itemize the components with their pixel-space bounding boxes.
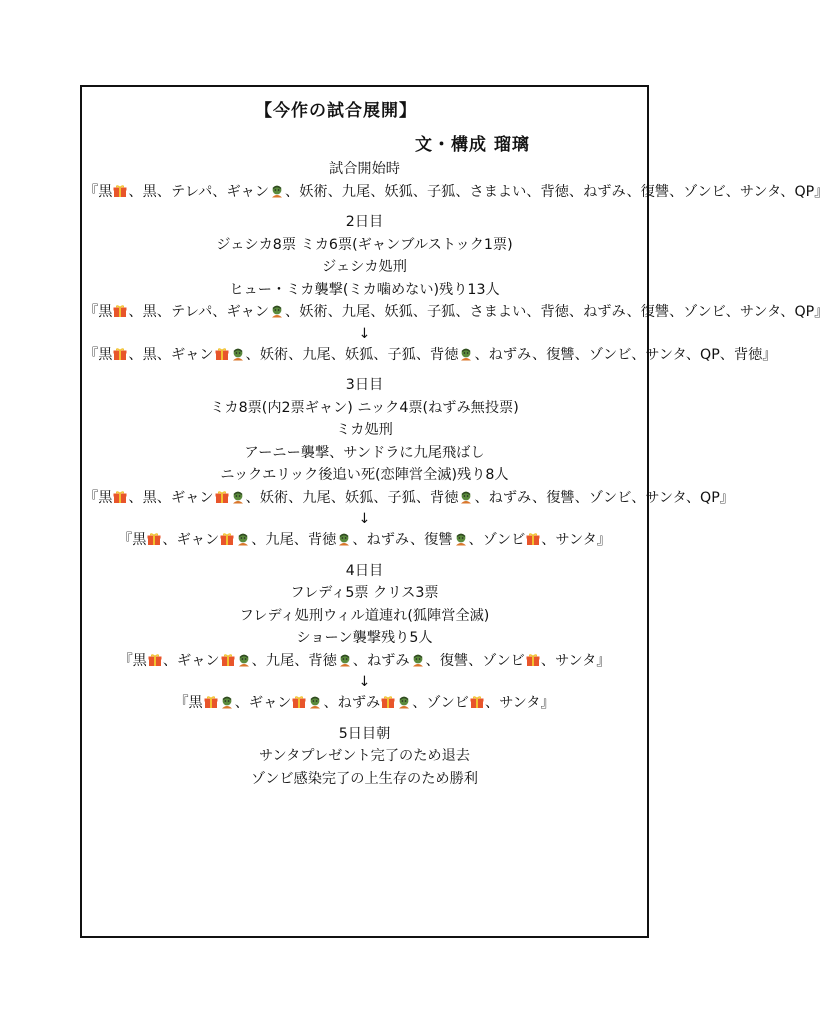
role-item xyxy=(526,184,569,200)
gift-icon xyxy=(381,694,395,708)
section-heading: 2日目 xyxy=(345,214,384,230)
section-heading: 3日目 xyxy=(345,377,384,393)
zombie-icon xyxy=(411,652,425,666)
role-item xyxy=(128,304,156,320)
role-name: 、QP』 xyxy=(780,304,828,320)
role-list xyxy=(84,301,828,324)
role-item xyxy=(541,653,611,669)
role-item xyxy=(455,184,526,200)
role-list xyxy=(84,529,645,552)
gift-icon xyxy=(215,346,229,360)
role-item xyxy=(128,490,156,506)
section-line: フレディ処刑ウィル道連れ(狐陣営全滅) xyxy=(239,607,490,624)
role-name: 、背徳 xyxy=(526,183,569,200)
role-name: 、ゾンビ xyxy=(669,304,726,320)
role-name: 、ねずみ xyxy=(352,652,410,669)
section-line: ジェシカ8票 ミカ6票(ギャンブルストック1票) xyxy=(216,236,513,253)
section-line: ニックエリック後追い死(恋陣営全滅)残り8人 xyxy=(220,467,509,483)
role-name: 、妖狐 xyxy=(330,346,374,363)
role-item xyxy=(373,347,416,363)
role-item xyxy=(163,653,252,669)
gift-icon xyxy=(220,531,234,545)
role-item xyxy=(686,490,734,506)
role-item xyxy=(118,653,162,669)
role-item xyxy=(285,304,328,320)
role-list xyxy=(84,650,645,673)
zombie-icon xyxy=(454,531,468,545)
role-item xyxy=(84,490,128,506)
role-name: 、背徳 xyxy=(293,532,337,548)
role-item xyxy=(532,490,575,506)
role-item xyxy=(686,347,720,363)
section-line: ミカ処刑 xyxy=(336,422,393,438)
role-item xyxy=(474,490,532,506)
role-item xyxy=(626,304,669,320)
role-name: 、ねずみ xyxy=(474,346,533,363)
role-list xyxy=(84,344,777,367)
role-item xyxy=(246,490,289,506)
role-name: 、ギャン xyxy=(212,304,270,320)
role-item xyxy=(413,184,456,200)
zombie-icon xyxy=(237,652,251,666)
role-item xyxy=(331,490,374,506)
role-name: 、ゾンビ xyxy=(574,489,632,506)
section-heading: 4日目 xyxy=(345,562,384,579)
role-item xyxy=(84,347,128,363)
zombie-icon xyxy=(459,346,473,360)
role-item xyxy=(526,304,569,320)
section-line: ヒュー・ミカ襲撃(ミカ噛めない)残り13人 xyxy=(229,281,500,298)
role-name: 、九尾 xyxy=(251,652,295,669)
role-name: 、ギャン xyxy=(162,532,220,548)
role-item xyxy=(157,184,212,200)
role-name: 、妖狐 xyxy=(370,183,413,200)
role-name: 、妖狐 xyxy=(330,489,374,506)
role-name: 、九尾 xyxy=(327,183,371,200)
role-name: 、九尾 xyxy=(288,346,331,363)
role-name: 、さまよい xyxy=(455,183,527,200)
zombie-icon xyxy=(236,531,250,545)
role-item xyxy=(353,653,426,669)
role-name: 、黒 xyxy=(128,346,157,363)
role-item xyxy=(251,532,294,548)
role-item xyxy=(410,532,469,548)
role-item xyxy=(416,347,475,363)
role-name: 、さまよい xyxy=(455,304,527,320)
role-name: 、ねずみ xyxy=(352,532,410,548)
role-name: 、サンタ xyxy=(631,489,686,506)
section-line: ショーン襲撃残り5人 xyxy=(296,630,433,646)
role-name: 、ねずみ xyxy=(474,489,533,506)
role-name: 、妖術 xyxy=(285,304,328,320)
role-name: 、ねずみ xyxy=(323,695,381,711)
section-heading: 試合開始時 xyxy=(329,161,400,177)
role-item xyxy=(569,184,627,200)
role-name: 、サンタ』 xyxy=(485,695,555,711)
section-spacer xyxy=(84,552,645,560)
section-line: アーニー襲撃、サンドラに九尾飛ばし xyxy=(244,444,485,461)
role-item xyxy=(128,347,156,363)
zombie-icon xyxy=(220,694,234,708)
section-line: ゾンビ感染完了の上生存のため勝利 xyxy=(250,770,478,787)
role-item xyxy=(373,490,416,506)
role-name: 、ねずみ xyxy=(568,183,627,200)
role-item xyxy=(328,304,371,320)
role-name: 、ゾンビ xyxy=(574,346,632,363)
role-item xyxy=(212,304,285,320)
role-item xyxy=(485,695,555,711)
role-name: 、背徳 xyxy=(526,304,569,320)
zombie-icon xyxy=(338,652,352,666)
role-item xyxy=(370,304,413,320)
role-name: 、九尾 xyxy=(251,532,294,548)
role-item xyxy=(370,184,413,200)
zombie-icon xyxy=(231,489,245,503)
role-item xyxy=(157,347,246,363)
role-item xyxy=(455,304,526,320)
role-name: 『黒 xyxy=(118,532,147,548)
zombie-icon xyxy=(270,303,284,317)
section-line: サンタプレゼント完了のため退去 xyxy=(259,748,470,764)
role-name: 、子狐 xyxy=(412,304,456,320)
role-item xyxy=(780,304,828,320)
page-title: 【今作の試合展開】 xyxy=(255,101,417,121)
role-item xyxy=(157,304,212,320)
role-name: 、子狐 xyxy=(373,346,416,363)
role-item xyxy=(294,653,353,669)
role-name: 、妖狐 xyxy=(370,304,413,320)
role-name: 、ゾンビ xyxy=(669,183,726,200)
role-item xyxy=(412,695,485,711)
role-item xyxy=(575,490,632,506)
zombie-icon xyxy=(308,694,322,708)
role-name: 、サンタ』 xyxy=(540,652,611,669)
role-name: 『黒 xyxy=(84,489,113,506)
role-name: 、復讐 xyxy=(532,489,575,506)
role-name: 、復讐 xyxy=(425,652,469,669)
role-item xyxy=(631,490,686,506)
gift-icon xyxy=(148,652,162,666)
role-item xyxy=(84,184,128,200)
role-item xyxy=(235,695,324,711)
role-name: 、テレパ xyxy=(156,183,213,200)
section-spacer xyxy=(84,715,645,723)
role-item xyxy=(426,653,469,669)
role-name: 、黒 xyxy=(128,183,157,200)
role-item xyxy=(669,184,726,200)
role-name: 、サンタ』 xyxy=(541,532,611,548)
role-name: 、ギャン xyxy=(156,346,214,363)
role-name: 『黒 xyxy=(118,652,147,669)
role-list xyxy=(84,487,734,510)
role-item xyxy=(575,347,632,363)
role-item xyxy=(726,304,781,320)
role-name: 、黒 xyxy=(128,304,157,320)
role-name: 、サンタ xyxy=(631,346,686,363)
role-name: 、ゾンビ xyxy=(412,695,469,711)
role-item xyxy=(626,184,669,200)
role-list xyxy=(84,692,645,715)
role-name: 、黒 xyxy=(128,489,157,506)
gift-icon xyxy=(113,303,127,317)
role-name: 、妖術 xyxy=(245,489,289,506)
role-name: 、ギャン xyxy=(162,652,220,669)
role-item xyxy=(726,184,781,200)
section-heading: 5日目朝 xyxy=(338,725,391,742)
role-item xyxy=(780,184,828,200)
role-item xyxy=(331,347,374,363)
role-name: 、ギャン xyxy=(156,489,214,506)
role-name: 、九尾 xyxy=(288,489,331,506)
role-name: 、ギャン xyxy=(234,695,292,711)
role-item xyxy=(328,184,371,200)
zombie-icon xyxy=(459,489,473,503)
role-item xyxy=(469,532,542,548)
role-item xyxy=(541,532,611,548)
role-name: 、ゾンビ xyxy=(468,532,526,548)
role-item xyxy=(128,184,156,200)
role-name: 、背徳 xyxy=(415,346,459,363)
section-line: フレディ5票 クリス3票 xyxy=(290,585,439,601)
gift-icon xyxy=(147,531,161,545)
role-name: 、背徳 xyxy=(415,489,459,506)
section-spacer xyxy=(84,203,645,211)
gift-icon xyxy=(221,652,235,666)
zombie-icon xyxy=(397,694,411,708)
role-item xyxy=(631,347,686,363)
gift-icon xyxy=(526,652,540,666)
role-name: 、サンタ xyxy=(725,304,781,320)
role-name: 、復讐 xyxy=(626,183,670,200)
role-name: 、サンタ xyxy=(725,183,781,200)
section-line: ミカ8票(内2票ギャン) ニック4票(ねずみ無投票) xyxy=(210,399,519,416)
role-list xyxy=(84,181,828,204)
gift-icon xyxy=(204,694,218,708)
gift-icon xyxy=(113,183,127,197)
role-name: 、妖術 xyxy=(285,183,328,200)
role-item xyxy=(474,347,532,363)
role-item xyxy=(84,304,128,320)
role-name: 、ゾンビ xyxy=(468,652,525,669)
role-name: 『黒 xyxy=(84,346,113,363)
role-item xyxy=(162,532,251,548)
gift-icon xyxy=(113,489,127,503)
match-summary xyxy=(84,158,828,790)
role-item xyxy=(720,347,777,363)
zombie-icon xyxy=(231,346,245,360)
down-arrow: ↓ xyxy=(358,511,371,527)
role-item xyxy=(288,347,331,363)
role-name: 『黒 xyxy=(84,183,113,200)
role-name: 、背徳 xyxy=(294,652,337,669)
role-item xyxy=(413,304,456,320)
role-item xyxy=(157,490,246,506)
role-name: 、QP xyxy=(685,346,720,363)
zombie-icon xyxy=(337,531,351,545)
role-item xyxy=(285,184,328,200)
gift-icon xyxy=(292,694,306,708)
role-name: 、背徳』 xyxy=(719,346,777,363)
role-name: 、復讐 xyxy=(409,532,453,548)
gift-icon xyxy=(113,346,127,360)
role-item xyxy=(569,304,627,320)
byline: 文・構成 瑠璃 xyxy=(415,135,530,155)
role-name: 、妖術 xyxy=(245,346,289,363)
down-arrow: ↓ xyxy=(358,325,371,342)
role-item xyxy=(352,532,410,548)
role-item xyxy=(416,490,475,506)
role-name: 、復讐 xyxy=(626,304,670,320)
role-name: 、QP』 xyxy=(685,489,734,506)
role-name: 、子狐 xyxy=(373,489,416,506)
role-item xyxy=(246,347,289,363)
role-item xyxy=(669,304,726,320)
role-item xyxy=(468,653,541,669)
gift-icon xyxy=(526,531,540,545)
role-name: 、QP』 xyxy=(780,183,828,200)
section-line: ジェシカ処刑 xyxy=(322,259,407,275)
role-item xyxy=(252,653,295,669)
role-name: 『黒 xyxy=(174,695,203,711)
role-item xyxy=(118,532,162,548)
gift-icon xyxy=(215,489,229,503)
gift-icon xyxy=(470,694,484,708)
role-item xyxy=(323,695,412,711)
role-name: 、子狐 xyxy=(412,183,456,200)
zombie-icon xyxy=(270,183,284,197)
role-item xyxy=(288,490,331,506)
role-name: 、ねずみ xyxy=(568,304,627,320)
role-item xyxy=(212,184,285,200)
role-name: 、ギャン xyxy=(212,183,270,200)
role-item xyxy=(294,532,353,548)
role-item xyxy=(174,695,234,711)
role-item xyxy=(532,347,575,363)
down-arrow: ↓ xyxy=(358,674,371,690)
section-spacer xyxy=(84,366,645,374)
role-name: 、九尾 xyxy=(327,304,371,320)
role-name: 『黒 xyxy=(84,304,113,320)
role-name: 、復讐 xyxy=(532,346,575,363)
role-name: 、テレパ xyxy=(156,304,213,320)
